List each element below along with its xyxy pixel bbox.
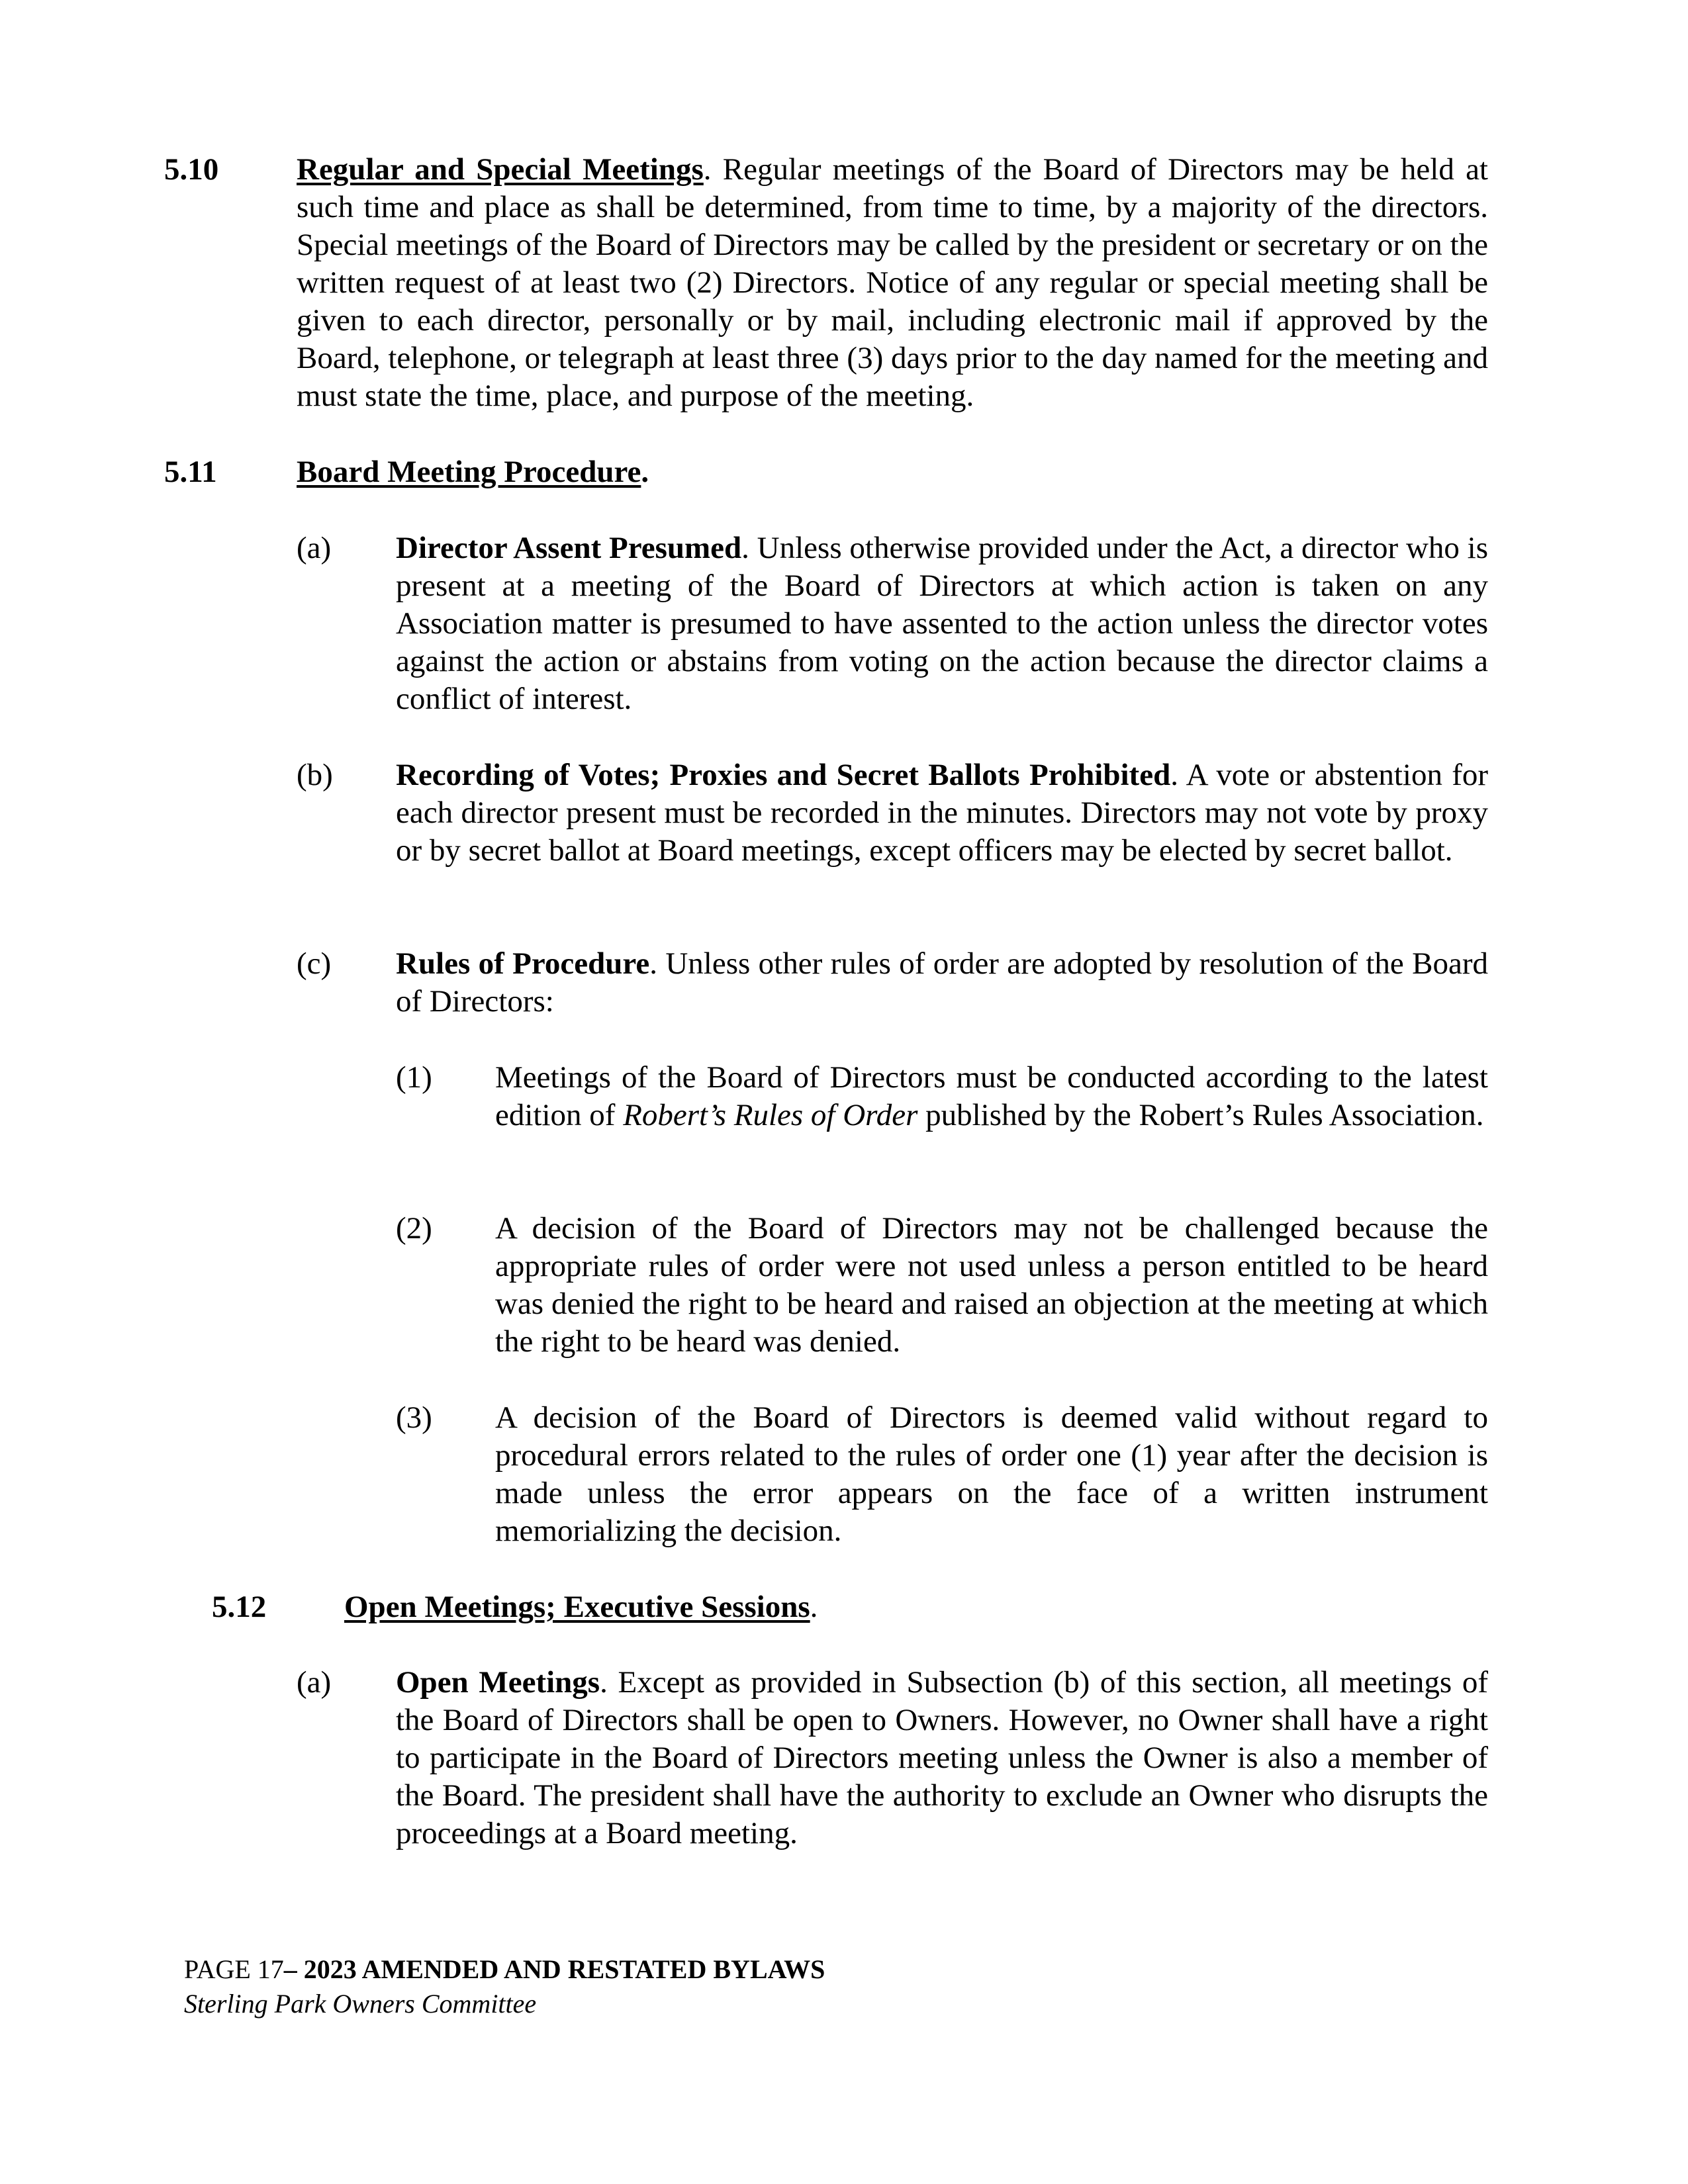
section-5-11-number: 5.11 <box>164 455 217 489</box>
section-5-12-heading: Open Meetings; Executive Sessions <box>344 1590 810 1624</box>
subsection-a-label: (a) <box>297 531 332 565</box>
subsection-5-12-a-term: Open Meetings <box>396 1665 600 1700</box>
item-2-paragraph: A decision of the Board of Directors may not be challenged because the appropriate rules of order were not used unless a person entitled to be heard was denied the right to be heard and raised an objection at the meeting at which the right to be heard was denied. <box>495 1211 1488 1359</box>
roberts-rules-title: Robert’s Rules of Order <box>623 1098 918 1132</box>
item-3-label: (3) <box>396 1400 432 1435</box>
item-1-label: (1) <box>396 1060 432 1095</box>
section-5-12-heading-line: Open Meetings; Executive Sessions. <box>344 1590 818 1624</box>
section-5-10-text: Regular meetings of the Board of Directors may be held at such time and place as shall be determined, from time to time, by a majority of the directors. Special meetings of the Board of Directors may be called by the president or secretary or on the written request of at least two (2) Directors. Notice of any regular or special meeting shall be given to each director, personally or by mail, including electronic mail if approved by the Board, telephone, or telegraph at least three (3) days prior to the day named for the meeting and must state the time, place, and purpose of the meeting. <box>297 152 1488 413</box>
footer-page-number: PAGE 17 <box>184 1954 284 1984</box>
footer-organization: Sterling Park Owners Committee <box>184 1989 537 2019</box>
item-1-paragraph: Meetings of the Board of Directors must be conducted according to the latest edition of Robert’s Rules of Order published by the Robert’s Rules Association. <box>495 1060 1488 1132</box>
section-5-10-number: 5.10 <box>164 152 219 187</box>
subsection-c-label: (c) <box>297 946 332 981</box>
section-5-11-heading-line: Board Meeting Procedure. <box>297 455 649 489</box>
footer-document-title: – 2023 AMENDED AND RESTATED BYLAWS <box>283 1954 825 1984</box>
subsection-a-paragraph: Director Assent Presumed. Unless otherwise provided under the Act, a director who is present at a meeting of the Board of Directors at which action is taken on any Association matter is presumed to have assented to the action unless the director votes against the action or abstains from voting on the action because the director claims a conflict of interest. <box>396 531 1489 716</box>
subsection-5-12-a-label: (a) <box>297 1665 332 1700</box>
subsection-c-term: Rules of Procedure <box>396 946 650 981</box>
subsection-c-paragraph: Rules of Procedure. Unless other rules of order are adopted by resolution of the Board of Directors: <box>396 946 1488 1019</box>
subsection-b-label: (b) <box>297 758 333 792</box>
section-5-10-heading: Regular and Special Meetings <box>297 152 704 187</box>
subsection-b-term: Recording of Votes; Proxies and Secret Ballots Prohibited <box>396 758 1171 792</box>
item-3-paragraph: A decision of the Board of Directors is deemed valid without regard to procedural errors related to the rules of order one (1) year after the decision is made unless the error appears on the face of a written instrument memorializing the decision. <box>495 1400 1488 1548</box>
subsection-5-12-a-paragraph: Open Meetings. Except as provided in Subsection (b) of this section, all meetings of the Board of Directors shall be open to Owners. However, no Owner shall have a right to participate in the Board of Directors meeting unless the Owner is also a member of the Board. The president shall have the authority to exclude an Owner who disrupts the proceedings at a Board meeting. <box>396 1665 1488 1850</box>
section-5-10-paragraph: Regular and Special Meetings. Regular meetings of the Board of Directors may be held at such time and place as shall be determined, from time to time, by a majority of the directors. Special meetings of the Board of Directors may be called by the president or secretary or on the written request of at least two (2) Directors. Notice of any regular or special meeting shall be given to each director, personally or by mail, including electronic mail if approved by the Board, telephone, or telegraph at least three (3) days prior to the day named for the meeting and must state the time, place, and purpose of the meeting. <box>297 152 1488 413</box>
section-5-11-heading: Board Meeting Procedure <box>297 455 641 489</box>
section-5-12-number: 5.12 <box>212 1590 267 1624</box>
footer-title-line <box>184 1954 825 1985</box>
item-2-label: (2) <box>396 1211 432 1246</box>
subsection-b-paragraph: Recording of Votes; Proxies and Secret Ballots Prohibited. A vote or abstention for each director present must be recorded in the minutes. Directors may not vote by proxy or by secret ballot at Board meetings, except officers may be elected by secret ballot. <box>396 758 1488 868</box>
subsection-a-term: Director Assent Presumed <box>396 531 742 565</box>
